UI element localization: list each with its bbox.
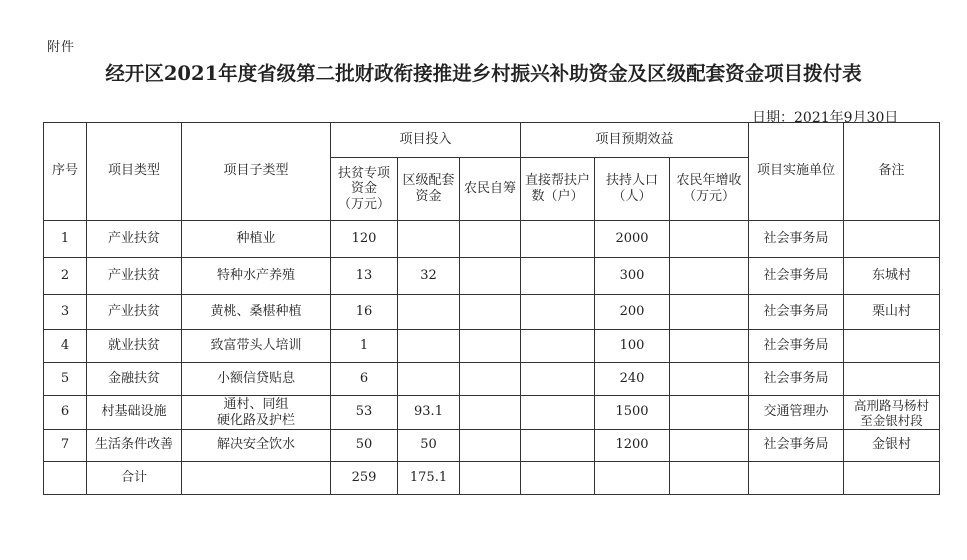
header-direct-help <box>521 158 595 221</box>
cell-seq: 7 <box>44 430 87 462</box>
cell-total-income-inc <box>670 462 749 495</box>
cell-remark-line1: 高刑路马杨村 <box>853 397 929 413</box>
cell-total-poverty-fund: 259 <box>331 462 398 495</box>
cell-income-inc <box>670 295 749 330</box>
cell-remark-line2: 至金银村段 <box>860 412 923 428</box>
cell-remark <box>844 396 940 430</box>
table-row <box>44 330 940 363</box>
cell-remark: 东城村 <box>844 258 940 295</box>
header-support-pop-line2: （人） <box>612 189 652 204</box>
cell-farmer-self <box>460 430 521 462</box>
table-row <box>44 295 940 330</box>
cell-farmer-self <box>460 363 521 396</box>
cell-direct-help <box>521 295 595 330</box>
cell-poverty-fund: 120 <box>331 221 398 258</box>
cell-support-pop: 100 <box>595 330 670 363</box>
cell-district-fund <box>398 295 460 330</box>
cell-total-remark <box>844 462 940 495</box>
cell-remark <box>844 221 940 258</box>
cell-district-fund: 50 <box>398 430 460 462</box>
header-benefit-group: 项目预期效益 <box>521 123 749 158</box>
cell-subtype: 种植业 <box>182 221 331 258</box>
cell-total-support-pop <box>595 462 670 495</box>
cell-total-farmer-self <box>460 462 521 495</box>
cell-seq: 4 <box>44 330 87 363</box>
cell-total-unit <box>749 462 844 495</box>
cell-type: 就业扶贫 <box>87 330 182 363</box>
cell-direct-help <box>521 430 595 462</box>
header-district-fund <box>398 158 460 221</box>
header-income-inc-line2: （万元） <box>682 189 735 204</box>
cell-income-inc <box>670 330 749 363</box>
header-direct-help-line1: 直接帮扶户 <box>524 173 590 189</box>
cell-subtype <box>182 396 331 430</box>
header-poverty-fund-line3: （万元） <box>337 196 390 212</box>
cell-income-inc <box>670 363 749 396</box>
cell-income-inc <box>670 221 749 258</box>
cell-district-fund: 32 <box>398 258 460 295</box>
cell-district-fund <box>398 330 460 363</box>
cell-total-seq <box>44 462 87 495</box>
cell-type: 产业扶贫 <box>87 295 182 330</box>
cell-remark: 金银村 <box>844 430 940 462</box>
cell-subtype-line2: 硬化路及护栏 <box>216 412 295 428</box>
cell-district-fund <box>398 221 460 258</box>
cell-poverty-fund: 6 <box>331 363 398 396</box>
header-poverty-fund <box>331 158 398 221</box>
cell-direct-help <box>521 396 595 430</box>
cell-poverty-fund: 50 <box>331 430 398 462</box>
cell-type: 村基础设施 <box>87 396 182 430</box>
cell-farmer-self <box>460 295 521 330</box>
cell-type: 生活条件改善 <box>87 430 182 462</box>
cell-subtype: 致富带头人培训 <box>182 330 331 363</box>
cell-unit: 社会事务局 <box>749 430 844 462</box>
table-row <box>44 258 940 295</box>
cell-district-fund <box>398 363 460 396</box>
cell-total-subtype <box>182 462 331 495</box>
cell-type: 金融扶贫 <box>87 363 182 396</box>
header-support-pop <box>595 158 670 221</box>
cell-unit: 社会事务局 <box>749 258 844 295</box>
cell-total-district-fund: 175.1 <box>398 462 460 495</box>
cell-poverty-fund: 16 <box>331 295 398 330</box>
header-direct-help-line2: 数（户） <box>531 189 584 204</box>
cell-subtype: 小额信贷贴息 <box>182 363 331 396</box>
cell-seq: 2 <box>44 258 87 295</box>
header-income-inc <box>670 158 749 221</box>
cell-remark <box>844 330 940 363</box>
header-district-fund-line1: 区级配套 <box>402 173 455 189</box>
cell-farmer-self <box>460 330 521 363</box>
cell-total-direct-help <box>521 462 595 495</box>
cell-farmer-self <box>460 221 521 258</box>
cell-direct-help <box>521 258 595 295</box>
cell-unit: 社会事务局 <box>749 221 844 258</box>
cell-support-pop: 2000 <box>595 221 670 258</box>
header-type: 项目类型 <box>87 123 182 221</box>
cell-remark <box>844 363 940 396</box>
cell-subtype: 解决安全饮水 <box>182 430 331 462</box>
header-poverty-fund-line2: 资金 <box>350 181 377 197</box>
cell-total-label: 合计 <box>87 462 182 495</box>
cell-poverty-fund: 13 <box>331 258 398 295</box>
cell-seq: 5 <box>44 363 87 396</box>
header-investment-group: 项目投入 <box>331 123 521 158</box>
table-row <box>44 396 940 430</box>
allocation-table <box>43 122 940 495</box>
table-row <box>44 221 940 258</box>
cell-subtype-line1: 通村、同组 <box>223 396 289 412</box>
header-farmer-self: 农民自筹 <box>460 158 521 221</box>
cell-direct-help <box>521 330 595 363</box>
cell-support-pop: 200 <box>595 295 670 330</box>
header-remark: 备注 <box>844 123 940 221</box>
document-date: 日期：2021年9月30日 <box>752 110 899 126</box>
cell-unit: 社会事务局 <box>749 363 844 396</box>
cell-farmer-self <box>460 258 521 295</box>
header-seq: 序号 <box>44 123 87 221</box>
header-unit: 项目实施单位 <box>749 123 844 221</box>
cell-farmer-self <box>460 396 521 430</box>
total-row <box>44 462 940 495</box>
cell-seq: 3 <box>44 295 87 330</box>
cell-support-pop: 240 <box>595 363 670 396</box>
cell-unit: 交通管理办 <box>749 396 844 430</box>
cell-remark: 栗山村 <box>844 295 940 330</box>
cell-poverty-fund: 53 <box>331 396 398 430</box>
header-district-fund-line2: 资金 <box>415 189 442 204</box>
cell-unit: 社会事务局 <box>749 330 844 363</box>
cell-district-fund: 93.1 <box>398 396 460 430</box>
cell-income-inc <box>670 396 749 430</box>
attachment-label: 附件 <box>47 40 76 55</box>
table-row <box>44 430 940 462</box>
header-income-inc-line1: 农民年增收 <box>676 173 742 189</box>
cell-subtype: 黄桃、桑椹种植 <box>182 295 331 330</box>
cell-income-inc <box>670 258 749 295</box>
cell-seq: 1 <box>44 221 87 258</box>
cell-subtype: 特种水产养殖 <box>182 258 331 295</box>
cell-poverty-fund: 1 <box>331 330 398 363</box>
cell-support-pop: 1500 <box>595 396 670 430</box>
header-row-top <box>44 123 940 158</box>
cell-unit: 社会事务局 <box>749 295 844 330</box>
table-row <box>44 363 940 396</box>
cell-income-inc <box>670 430 749 462</box>
cell-type: 产业扶贫 <box>87 258 182 295</box>
header-support-pop-line1: 扶持人口 <box>605 173 658 189</box>
cell-direct-help <box>521 221 595 258</box>
header-poverty-fund-line1: 扶贫专项 <box>337 165 390 181</box>
cell-seq: 6 <box>44 396 87 430</box>
cell-direct-help <box>521 363 595 396</box>
cell-support-pop: 1200 <box>595 430 670 462</box>
header-subtype: 项目子类型 <box>182 123 331 221</box>
cell-type: 产业扶贫 <box>87 221 182 258</box>
document-title: 经开区2021年度省级第二批财政衔接推进乡村振兴补助资金及区级配套资金项目拨付表 <box>105 62 862 85</box>
cell-support-pop: 300 <box>595 258 670 295</box>
